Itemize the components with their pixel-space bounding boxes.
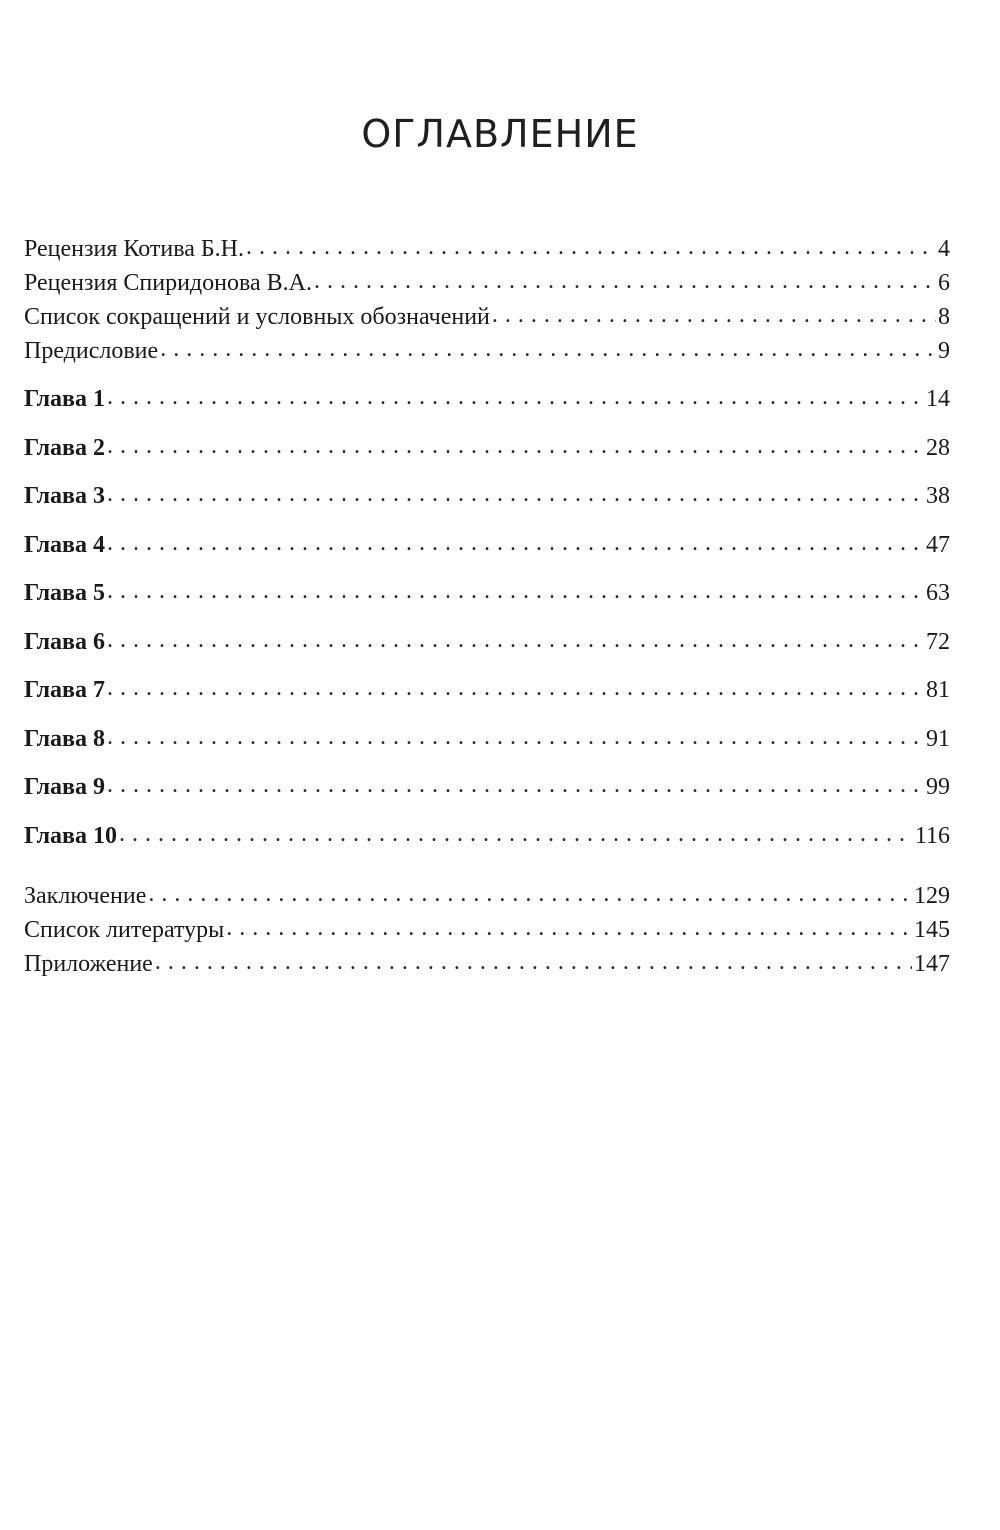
dot-leader [107, 675, 924, 702]
toc-entry[interactable] [24, 917, 950, 951]
chapter-label: Глава 9 [24, 774, 105, 800]
toc-entry-label: Заключение [24, 883, 147, 909]
chapter-page: 99 [926, 774, 950, 800]
chapter-label: Глава 8 [24, 725, 105, 752]
dot-leader [107, 772, 924, 799]
chapter-label: Глава 7 [24, 677, 105, 703]
toc-chapter-entry[interactable] [24, 677, 950, 726]
dot-leader [155, 949, 912, 976]
chapter-label: Глава 1 [24, 386, 105, 412]
toc-entry-label: Список литературы [24, 917, 225, 943]
dot-leader [107, 627, 924, 654]
chapter-page: 63 [926, 580, 950, 606]
toc-chapter-entry[interactable] [24, 823, 950, 872]
chapter-label: Глава 4 [24, 531, 105, 558]
toc-chapter-entry[interactable] [24, 435, 950, 484]
toc-chapter-entry[interactable] [24, 774, 950, 823]
page-title: ОГЛАВЛЕНИЕ [361, 112, 639, 156]
toc-entry[interactable] [24, 883, 950, 917]
toc-entry-page: 8 [938, 304, 950, 330]
chapter-page: 81 [926, 677, 950, 703]
toc-entry-page: 4 [938, 236, 950, 262]
chapter-label: Глава 3 [24, 483, 105, 509]
chapter-page: 91 [926, 725, 950, 752]
dot-leader [107, 384, 924, 411]
toc-chapter-entry[interactable] [24, 532, 950, 581]
dot-leader [160, 336, 936, 363]
toc-chapter-entry[interactable] [24, 629, 950, 678]
chapter-page: 116 [914, 822, 950, 849]
dot-leader [492, 302, 936, 329]
chapter-label: Глава 6 [24, 628, 105, 655]
toc-chapter-entry[interactable] [24, 726, 950, 775]
toc-entry-page: 145 [914, 917, 950, 943]
toc-chapter-entry[interactable] [24, 483, 950, 532]
toc-chapter-entry[interactable] [24, 386, 950, 435]
toc-entry-page: 9 [938, 338, 950, 364]
dot-leader [246, 234, 936, 261]
toc-chapter-entry[interactable] [24, 580, 950, 629]
toc-entry-label: Рецензия Спиридонова В.А. [24, 270, 312, 296]
toc-entry[interactable] [24, 304, 950, 338]
chapter-page: 72 [926, 628, 950, 655]
toc-entry-label: Предисловие [24, 338, 159, 364]
dot-leader [148, 881, 912, 908]
dot-leader [107, 481, 924, 508]
toc-entry[interactable] [24, 270, 950, 304]
toc-entry-label: Приложение [24, 951, 153, 977]
toc-entry[interactable] [24, 338, 950, 372]
toc-entry-page: 129 [914, 883, 950, 909]
dot-leader [107, 433, 924, 460]
chapter-page: 28 [926, 434, 950, 461]
toc-entry[interactable] [24, 951, 950, 985]
toc-entry-label: Список сокращений и условных обозначений [24, 304, 490, 330]
toc-entry-page: 147 [914, 951, 950, 977]
dot-leader [107, 724, 924, 751]
table-of-contents [24, 236, 950, 985]
chapter-label: Глава 10 [24, 822, 117, 849]
dot-leader [226, 915, 912, 942]
dot-leader [119, 821, 913, 848]
chapter-label: Глава 2 [24, 434, 105, 461]
dot-leader [107, 530, 924, 557]
toc-entry[interactable] [24, 236, 950, 270]
chapter-page: 14 [926, 386, 950, 412]
toc-entry-page: 6 [938, 270, 950, 296]
chapter-label: Глава 5 [24, 580, 105, 606]
chapter-page: 38 [926, 483, 950, 509]
chapter-page: 47 [926, 531, 950, 558]
dot-leader [314, 268, 936, 295]
dot-leader [107, 578, 924, 605]
toc-entry-label: Рецензия Котива Б.Н. [24, 236, 244, 262]
